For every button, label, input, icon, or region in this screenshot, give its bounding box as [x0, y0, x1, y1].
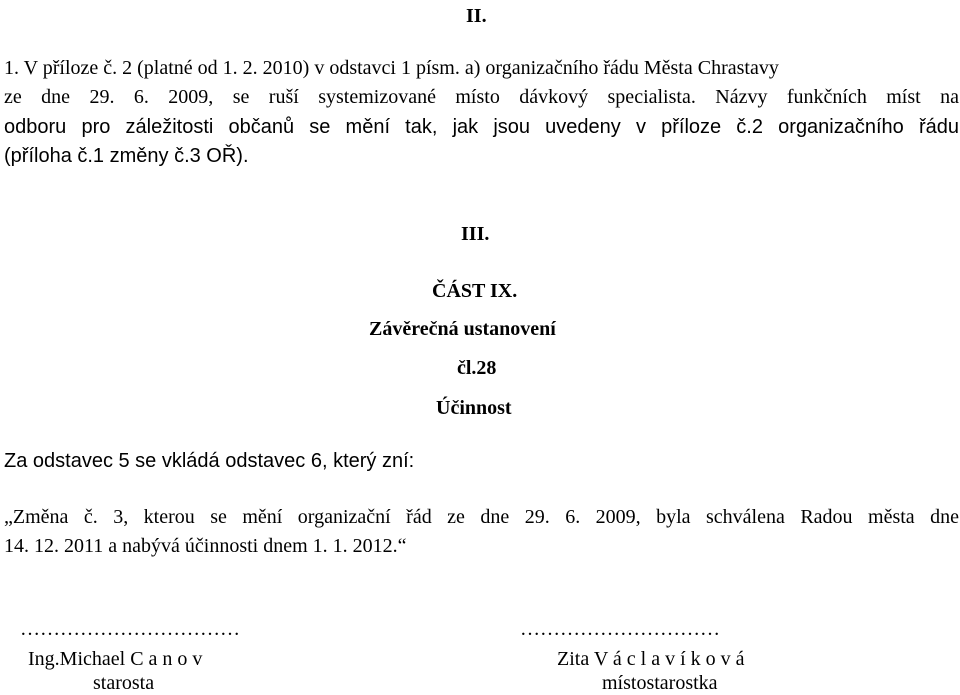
- signature-right-name: Zita V á c l a v í k o v á: [557, 648, 745, 670]
- para-line-4: (příloha č.1 změny č.3 OŘ).: [4, 145, 249, 167]
- part-heading: ČÁST IX.: [432, 280, 518, 302]
- para-line-3: odboru pro záležitosti občanů se mění tak, jak jsou uvedeny v příloze č.2 organizačního řádu: [4, 116, 959, 138]
- quote-line-1: „Změna č. 3, kterou se mění organizační řád ze dne 29. 6. 2009, byla schválena Radou města dne: [4, 506, 959, 528]
- para-line-1: 1. V příloze č. 2 (platné od 1. 2. 2010) v odstavci 1 písm. a) organizačního řádu Města Chrastavy: [4, 57, 779, 79]
- signature-left-dots: ……………………………: [20, 618, 240, 640]
- article-title: Účinnost: [436, 397, 512, 419]
- signature-left-role: starosta: [93, 672, 155, 694]
- section-iii-heading: III.: [461, 223, 490, 245]
- section-ii-heading: II.: [466, 5, 487, 27]
- signature-right-dots: …………………………: [520, 618, 720, 640]
- signature-right-role: místostarostka: [602, 672, 718, 694]
- quote-line-2: 14. 12. 2011 a nabývá účinnosti dnem 1. 1. 2012.“: [4, 535, 407, 557]
- para-line-2: ze dne 29. 6. 2009, se ruší systemizované místo dávkový specialista. Názvy funkčních míst na: [4, 86, 959, 108]
- article-number: čl.28: [457, 357, 497, 379]
- signature-left-name: Ing.Michael C a n o v: [28, 648, 203, 670]
- insert-note: Za odstavec 5 se vkládá odstavec 6, který zní:: [4, 450, 415, 472]
- part-title: Závěrečná ustanovení: [369, 318, 556, 340]
